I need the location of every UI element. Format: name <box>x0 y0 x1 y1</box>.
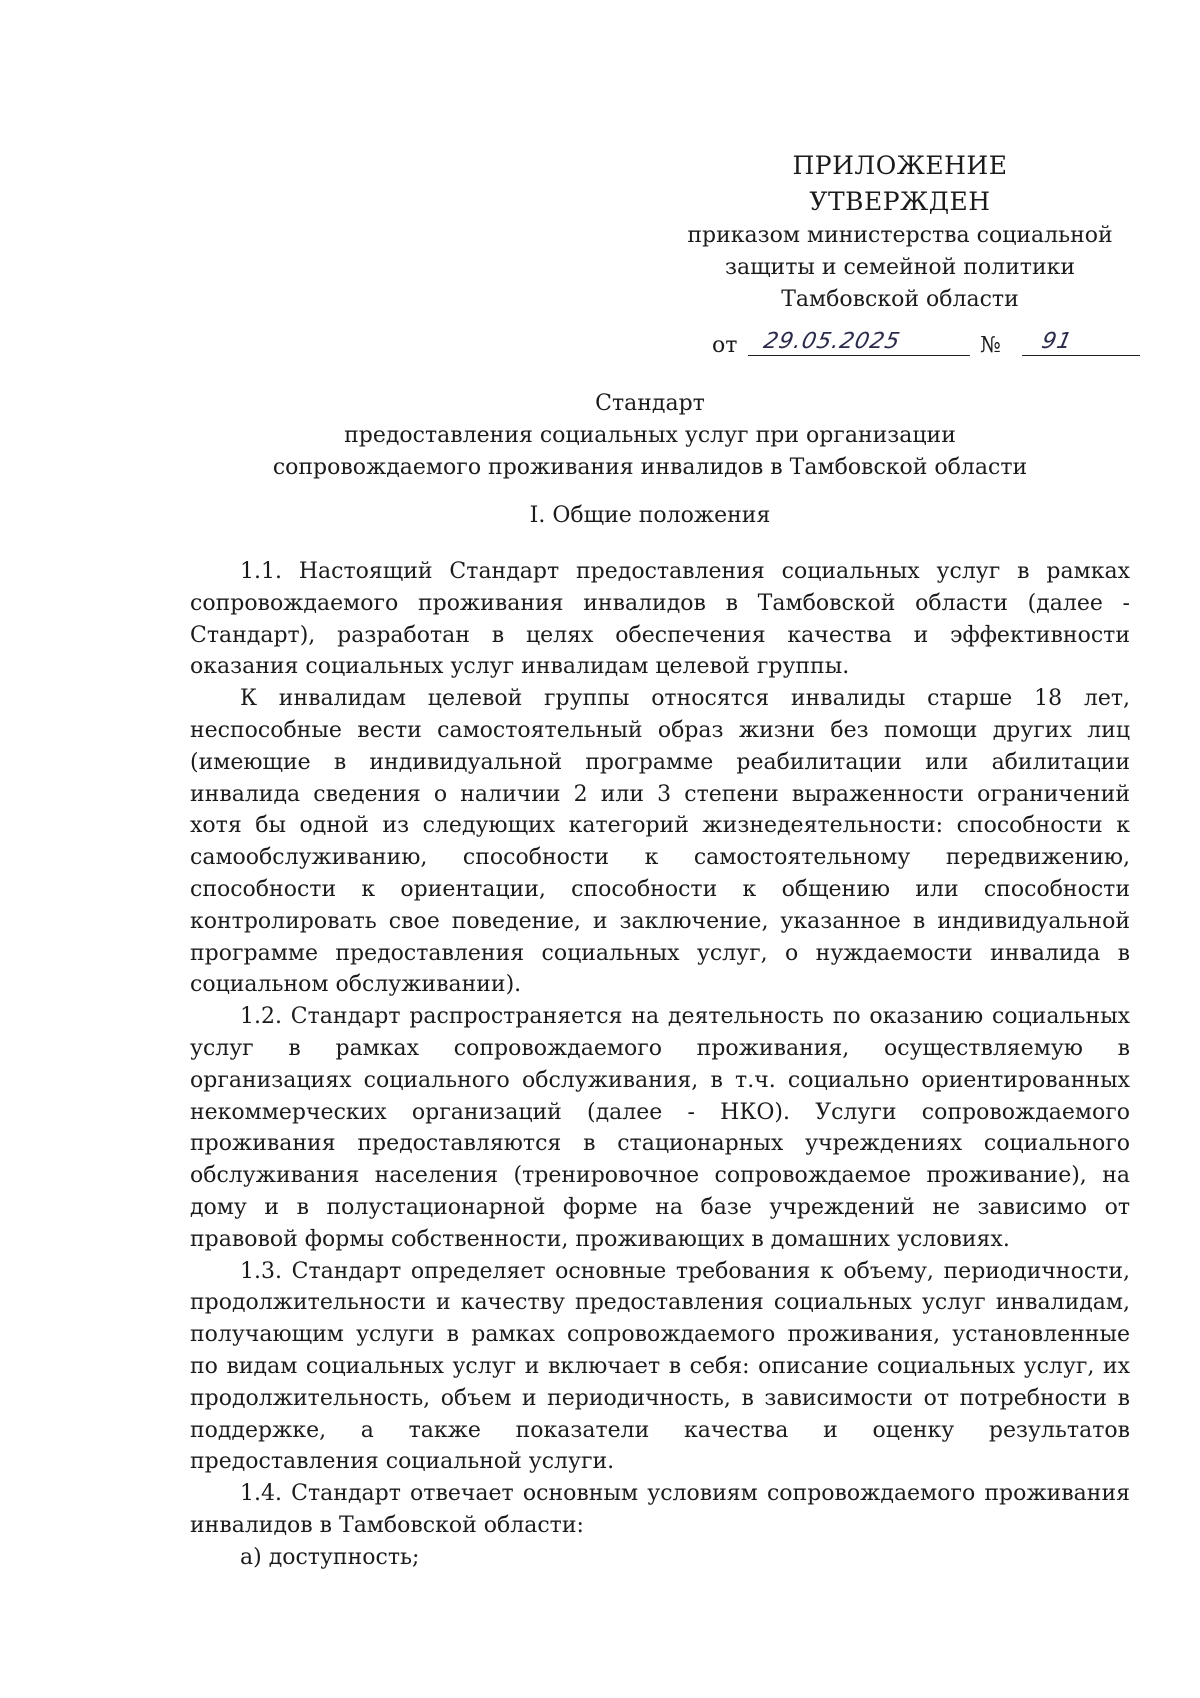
approved-heading: УТВЕРЖДЕН <box>809 187 991 216</box>
list-item-a: а) доступность; <box>240 1544 420 1570</box>
paragraph-1-4: 1.4. Стандарт отвечает основным условиям сопровождаемого проживания инвалидов в Тамбовской области: <box>190 1481 1130 1538</box>
appendix-heading: ПРИЛОЖЕНИЕ <box>792 151 1008 180</box>
date-prefix: от <box>712 333 738 358</box>
paragraph-1-3: 1.3. Стандарт определяет основные требования к объему, периодичности, продолжительности и качеству предоставления социальных услуг инвалидам, получающим услуги в рамках сопровождаемого проживания, установленные по видам социальных услуг и включает в себя: описание социальных услуг, их продолжительность, объем и периодичность, в зависимости от потребности в поддержке, а также показатели качества и оценку результатов предоставления социальной услуги. <box>190 1258 1130 1475</box>
handwritten-date: 29.05.2025 <box>761 329 903 354</box>
order-date-number-line <box>712 322 1142 362</box>
title-line-1: Стандарт <box>595 391 705 416</box>
document-title <box>160 388 1140 484</box>
paragraph-target-group: К инвалидам целевой группы относятся инвалиды старше 18 лет, неспособные вести самостоятельный образ жизни без помощи других лиц (имеющие в индивидуальной программе реабилитации или абилитации инвалида сведения о наличии 2 или 3 степени выраженности ограничений хотя бы одной из следующих категорий жизнедеятельности: способности к самообслуживанию, способности к самостоятельному передвижению, способности к ориентации, способности к общению или способности контролировать свое поведение, и заключение, указанное в индивидуальной программе предоставления социальных услуг, о нуждаемости инвалида в социальном обслуживании). <box>190 686 1130 998</box>
title-line-3: сопровождаемого проживания инвалидов в Тамбовской области <box>272 455 1028 480</box>
order-line-3: Тамбовской области <box>781 287 1019 312</box>
order-line-2: защиты и семейной политики <box>724 255 1076 280</box>
approval-block <box>660 148 1140 316</box>
number-prefix: № <box>980 333 1001 358</box>
title-line-2: предоставления социальных услуг при организации <box>344 423 956 448</box>
section-heading: I. Общие положения <box>529 503 771 528</box>
order-line-1: приказом министерства социальной <box>687 223 1113 248</box>
paragraph-1-2: 1.2. Стандарт распространяется на деятельность по оказанию социальных услуг в рамках сопровождаемого проживания, осуществляемую в организациях социального обслуживания, в т.ч. социально ориентированных некоммерческих организаций (далее - НКО). Услуги сопровождаемого проживания предоставляются в стационарных учреждениях социального обслуживания населения (тренировочное сопровождаемое проживание), на дому и в полустационарной форме на базе учреждений не зависимо от правовой формы собственности, проживающих в домашних условиях. <box>190 1004 1130 1252</box>
document-body <box>190 556 1130 1574</box>
handwritten-number: 91 <box>1039 329 1075 354</box>
paragraph-1-1: 1.1. Настоящий Стандарт предоставления социальных услуг в рамках сопровождаемого проживания инвалидов в Тамбовской области (далее - Стандарт), разработан в целях обеспечения качества и эффективности оказания социальных услуг инвалидам целевой группы. <box>190 559 1130 680</box>
